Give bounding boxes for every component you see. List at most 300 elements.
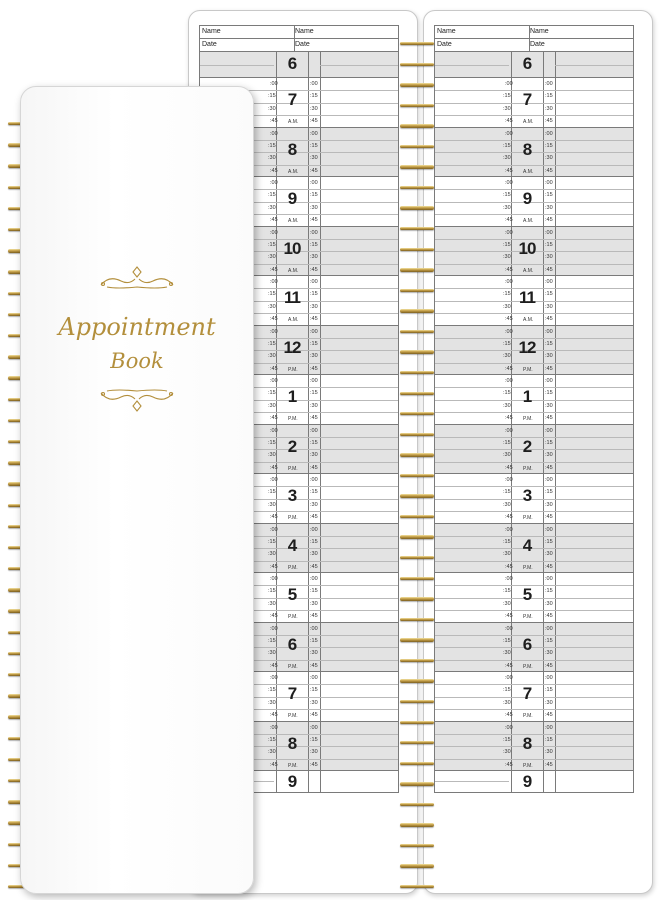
minute-mark: :45 [545,761,553,768]
minute-mark: :45 [545,266,553,273]
minute-mark: :30 [310,303,318,310]
minute-mark: :00 [505,229,513,236]
coil-loop [400,803,434,806]
minute-mark: :30 [268,600,276,607]
coil-loop [400,638,434,641]
minute-mark: :30 [268,699,276,706]
minute-mark: :30 [545,501,553,508]
minute-mark: :45 [505,167,513,174]
hour-number: 9 [522,189,532,208]
coil-loop [400,186,434,189]
hour-number: 10 [518,238,536,258]
minute-mark: :00 [270,130,278,137]
minute-mark: :30 [503,650,511,657]
hour-block [435,127,633,177]
minute-mark: :30 [545,402,553,409]
hour-block [435,374,633,424]
hour-number: 7 [522,684,532,703]
period-label: P.M. [523,663,533,670]
hour-number: 2 [287,436,297,456]
minute-mark: :45 [545,118,553,125]
coil-loop [400,679,434,682]
minute-mark: :15 [268,687,276,694]
period-label: P.M. [288,564,298,571]
minute-mark: :15 [503,241,511,248]
period-label: P.M. [523,762,533,769]
minute-mark: :00 [545,675,553,681]
minute-mark: :45 [270,662,278,669]
minute-mark: :30 [545,155,553,162]
minute-mark: :45 [310,613,318,620]
period-label: P.M. [523,416,533,422]
minute-mark: :00 [505,130,513,137]
minute-mark: :30 [503,303,511,310]
coil-loop [400,721,434,724]
minute-mark: :45 [310,365,318,372]
minute-mark: :30 [310,353,318,360]
period-label: P.M. [523,713,533,719]
hour-block [435,275,633,325]
minute-mark: :30 [503,353,511,360]
minute-mark: :15 [545,192,553,199]
hour-number: 6 [287,54,297,73]
hour-block [435,77,633,127]
minute-mark: :15 [503,637,511,644]
minute-mark: :15 [545,93,553,100]
minute-mark: :15 [310,142,318,149]
minute-mark: :30 [545,699,553,706]
minute-mark: :15 [503,390,511,397]
minute-mark: :30 [503,105,511,112]
quarter-line [435,511,633,512]
coil-loop [400,556,434,559]
minute-mark: :15 [503,340,511,347]
header-row [434,38,634,51]
minute-mark: :30 [310,204,318,211]
minute-mark: :30 [310,650,318,657]
column-divider [543,771,544,792]
coil-loop [400,597,434,600]
period-label: P.M. [523,614,533,620]
minute-mark: :30 [310,749,318,756]
minute-mark: :45 [270,167,278,174]
minute-mark: :30 [268,204,276,211]
minute-mark: :30 [268,155,276,162]
minute-mark: :30 [310,402,318,409]
coil-loop [400,823,434,826]
minute-mark: :30 [268,501,276,508]
minute-mark: :00 [310,675,318,681]
minute-mark: :00 [545,81,553,87]
minute-mark: :00 [270,229,278,236]
minute-mark: :00 [545,229,553,236]
minute-mark: :00 [545,279,553,285]
minute-mark: :00 [270,180,278,186]
minute-mark: :45 [270,613,278,620]
minute-mark: :45 [310,217,318,224]
minute-mark: :45 [310,167,318,174]
period-label: A.M. [523,267,534,274]
hour-number: 5 [287,585,297,604]
hour-number: 9 [287,772,297,791]
minute-mark: :45 [505,613,513,620]
minute-mark: :00 [545,427,553,434]
minute-mark: :00 [270,576,278,582]
minute-mark: :15 [503,687,511,694]
minute-mark: :45 [545,563,553,570]
coil-loop [400,844,434,847]
quarter-line [555,65,633,66]
hour-block [435,226,633,276]
minute-mark: :00 [545,526,553,533]
minute-mark: :30 [545,105,553,112]
minute-mark: :45 [310,464,318,471]
minute-mark: :15 [545,489,553,496]
minute-mark: :15 [545,439,553,446]
coil-loop [400,474,434,477]
minute-mark: :15 [268,538,276,545]
period-label: P.M. [288,762,298,769]
quarter-line [435,363,633,364]
minute-mark: :45 [310,563,318,570]
minute-mark: :00 [505,81,513,87]
coil-loop [400,124,434,127]
hour-number: 6 [522,634,532,654]
period-label: P.M. [288,515,298,521]
minute-mark: :45 [310,761,318,768]
coil-loop [400,577,434,580]
minute-mark: :15 [310,687,318,694]
period-label: P.M. [288,713,298,719]
quarter-line [320,65,398,66]
quarter-line [435,165,633,166]
quarter-line [435,561,633,562]
minute-mark: :45 [505,662,513,669]
minute-mark: :00 [270,427,278,434]
coil-loop [400,412,434,415]
minute-mark: :15 [268,241,276,248]
minute-mark: :15 [310,241,318,248]
period-label: A.M. [523,218,534,224]
hour-number: 9 [287,189,297,208]
minute-mark: :00 [270,81,278,87]
minute-mark: :30 [310,551,318,558]
minute-mark: :15 [503,192,511,199]
minute-mark: :45 [505,118,513,125]
hour-block [200,51,398,77]
minute-mark: :00 [310,526,318,533]
minute-mark: :15 [545,538,553,545]
hour-number: 3 [287,486,297,505]
minute-mark: :45 [505,415,513,422]
hour-number: 7 [522,90,532,109]
minute-mark: :30 [503,204,511,211]
minute-mark: :45 [310,514,318,521]
minute-mark: :00 [505,675,513,681]
minute-mark: :45 [270,118,278,125]
minute-mark: :15 [545,637,553,644]
hour-number: 3 [522,486,532,505]
minute-mark: :30 [545,254,553,261]
minute-mark: :00 [505,427,513,434]
coil-loop [400,165,434,168]
minute-mark: :15 [503,142,511,149]
minute-mark: :15 [545,142,553,149]
minute-mark: :30 [268,402,276,409]
minute-mark: :45 [270,365,278,372]
minute-mark: :15 [268,340,276,347]
minute-mark: :00 [505,625,513,632]
hour-number: 8 [287,139,297,159]
hour-block [435,523,633,573]
minute-mark: :45 [310,712,318,719]
date-label: Date [530,41,545,48]
coil-loop [400,762,434,765]
minute-mark: :45 [310,118,318,125]
quarter-line [435,264,633,265]
coil-loop [400,268,434,271]
minute-mark: :00 [545,378,553,384]
quarter-line [435,610,633,611]
coil-loop [400,309,434,312]
minute-mark: :00 [270,625,278,632]
minute-mark: :45 [505,761,513,768]
cover-title-book: Book [110,349,164,373]
minute-mark: :45 [505,514,513,521]
minute-mark: :15 [503,588,511,595]
header-row [199,38,399,51]
coil-loop [400,700,434,703]
quarter-line [435,313,633,314]
minute-mark: :15 [310,588,318,595]
minute-mark: :30 [545,303,553,310]
hour-number: 7 [287,684,297,703]
minute-mark: :00 [270,526,278,533]
hour-number: 12 [283,337,301,357]
minute-mark: :15 [503,538,511,545]
minute-mark: :15 [545,340,553,347]
minute-mark: :15 [310,93,318,100]
coil-loop [400,618,434,621]
minute-mark: :00 [545,180,553,186]
minute-mark: :00 [310,130,318,137]
coil-loop [400,453,434,456]
hour-number: 5 [522,585,532,604]
minute-mark: :45 [505,365,513,372]
name-label: Name [295,28,314,35]
coil-loop [400,289,434,292]
hour-number: 7 [287,90,297,109]
minute-mark: :00 [270,477,278,483]
column-divider [555,771,556,792]
coil-loop [400,330,434,333]
period-label: P.M. [288,465,298,472]
minute-mark: :30 [545,353,553,360]
quarter-line [435,462,633,463]
name-label: Name [435,26,530,38]
minute-mark: :30 [268,749,276,756]
quarter-line [435,759,633,760]
hour-block [435,622,633,672]
minute-mark: :45 [270,514,278,521]
minute-mark: :00 [310,328,318,335]
coil-loop [400,63,434,66]
coil-loop [400,535,434,538]
minute-mark: :00 [505,526,513,533]
coil-loop [400,145,434,148]
hour-block [435,721,633,771]
minute-mark: :45 [545,514,553,521]
hour-number: 11 [284,288,300,307]
book-cover [20,86,254,894]
minute-mark: :45 [270,217,278,224]
period-label: A.M. [523,119,534,125]
minute-mark: :00 [270,279,278,285]
minute-mark: :45 [545,167,553,174]
period-label: P.M. [523,564,533,571]
hour-number: 1 [287,387,297,406]
hour-number: 11 [519,288,535,307]
minute-mark: :30 [310,699,318,706]
hour-number: 9 [522,772,532,791]
coil-loop [400,392,434,395]
coil-loop [400,885,434,888]
period-label: P.M. [288,366,298,373]
minute-mark: :30 [545,650,553,657]
coil-loop [400,782,434,785]
minute-mark: :30 [503,551,511,558]
minute-mark: :15 [545,241,553,248]
minute-mark: :15 [310,736,318,743]
period-label: A.M. [288,218,299,224]
minute-mark: :15 [503,489,511,496]
minute-mark: :00 [545,724,553,731]
minute-mark: :15 [310,538,318,545]
coil-loop [400,864,434,867]
minute-mark: :00 [310,180,318,186]
minute-mark: :00 [310,477,318,483]
minute-mark: :00 [310,576,318,582]
minute-mark: :15 [310,291,318,298]
minute-mark: :45 [270,712,278,719]
coil-loop [400,433,434,436]
period-label: A.M. [288,168,299,175]
date-label: Date [295,41,310,48]
minute-mark: :30 [503,155,511,162]
hour-number: 2 [522,436,532,456]
flourish-icon [97,387,177,413]
minute-mark: :45 [545,217,553,224]
minute-mark: :00 [505,576,513,582]
minute-mark: :15 [310,439,318,446]
hour-number: 8 [522,139,532,159]
minute-mark: :15 [503,439,511,446]
hour-block [435,176,633,226]
minute-mark: :30 [503,501,511,508]
minute-mark: :45 [505,464,513,471]
minute-mark: :45 [310,662,318,669]
minute-mark: :00 [505,279,513,285]
minute-mark: :15 [503,736,511,743]
minute-mark: :45 [545,712,553,719]
hour-block [435,325,633,375]
minute-mark: :00 [505,328,513,335]
minute-mark: :15 [268,291,276,298]
period-label: A.M. [288,267,299,274]
minute-mark: :15 [310,637,318,644]
minute-mark: :15 [268,192,276,199]
minute-mark: :15 [268,588,276,595]
minute-mark: :15 [310,390,318,397]
minute-mark: :30 [545,551,553,558]
minute-mark: :30 [503,749,511,756]
planner-page-right [423,10,653,894]
period-label: A.M. [523,168,534,175]
period-label: P.M. [523,465,533,472]
hour-number: 8 [522,733,532,753]
period-label: A.M. [523,317,534,323]
minute-mark: :30 [310,254,318,261]
minute-mark: :15 [268,637,276,644]
minute-mark: :00 [545,130,553,137]
flourish-icon [97,265,177,291]
minute-mark: :00 [505,477,513,483]
hour-block [435,572,633,622]
minute-mark: :00 [270,378,278,384]
minute-mark: :45 [270,266,278,273]
coil-loop [400,227,434,230]
minute-mark: :15 [310,340,318,347]
minute-mark: :00 [505,724,513,731]
minute-mark: :45 [505,563,513,570]
hour-block [435,51,633,77]
minute-mark: :45 [545,415,553,422]
coil-loop [400,248,434,251]
minute-mark: :15 [268,736,276,743]
name-label: Name [530,28,549,35]
hour-number: 12 [518,337,536,357]
header-row [434,25,634,38]
coil-loop [400,741,434,744]
minute-mark: :30 [268,105,276,112]
minute-mark: :30 [545,600,553,607]
coil-loop [400,83,434,86]
minute-mark: :45 [270,415,278,422]
minute-mark: :30 [268,353,276,360]
column-divider [308,771,309,792]
minute-mark: :00 [310,279,318,285]
period-label: P.M. [288,614,298,620]
minute-mark: :00 [505,180,513,186]
minute-mark: :45 [310,266,318,273]
minute-mark: :15 [268,142,276,149]
quarter-line [200,65,274,66]
minute-mark: :00 [310,625,318,632]
column-divider [320,771,321,792]
minute-mark: :00 [545,328,553,335]
quarter-line [435,709,633,710]
name-label: Name [200,26,295,38]
minute-mark: :30 [503,402,511,409]
period-label: A.M. [288,317,299,323]
minute-mark: :45 [270,316,278,323]
column-divider [308,52,309,77]
minute-mark: :45 [310,415,318,422]
minute-mark: :45 [505,266,513,273]
coil-loop [400,350,434,353]
minute-mark: :15 [503,291,511,298]
hour-number: 4 [287,535,297,555]
